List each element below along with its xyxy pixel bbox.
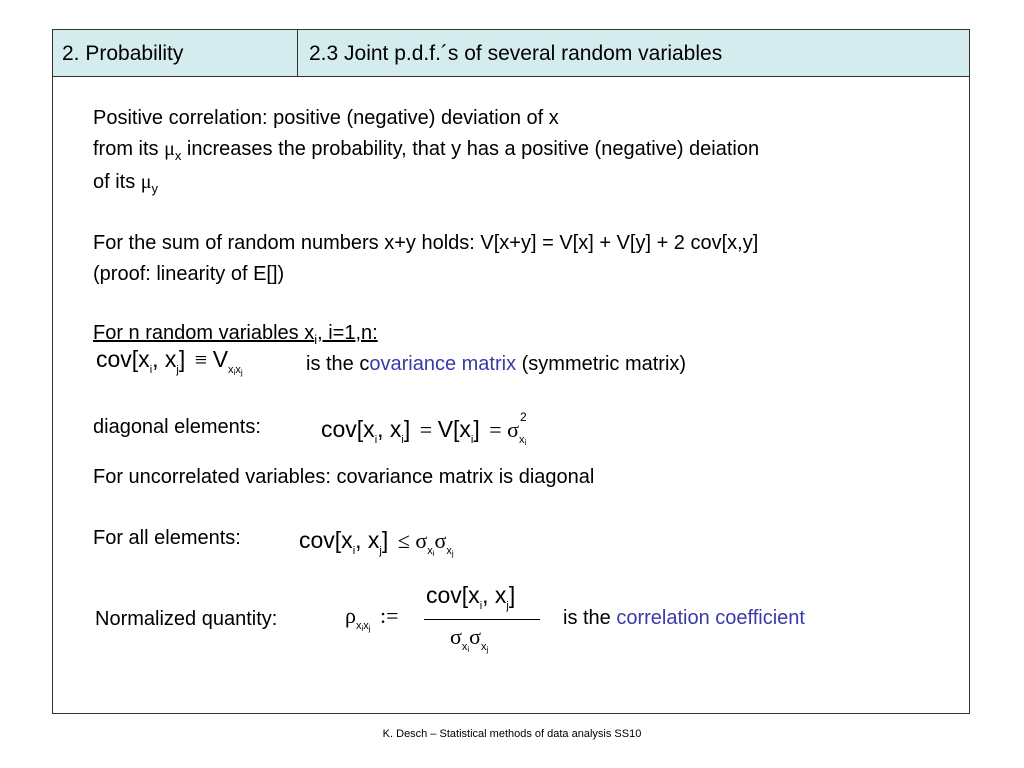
p3-desc-start: is the c [306,353,370,375]
p6-label: For all elements: [93,527,241,549]
slide-footer: K. Desch – Statistical methods of data analysis SS10 [382,728,642,740]
p5-text: For uncorrelated variables: covariance matrix is diagonal [93,466,595,488]
p7-label: Normalized quantity: [95,608,278,630]
p1-line3 [93,170,158,201]
p7-desc-start: is the [563,607,617,629]
p7-description [563,606,805,630]
mu-sub-y: y [151,181,159,196]
p2-line1: For the sum of random numbers x+y holds: V[x+y] = V[x] + V[y] + 2 cov[x,y] [93,232,759,254]
fraction-numerator: $cov[x_i$, $x_j$] [426,582,516,612]
p1-line3-start: of its [93,171,141,193]
mu-symbol-y: μ [140,171,152,193]
bound-formula: $cov[x_i$, $x_j] \le \sigma_{x_i}\sigma_{x_j}$ [299,527,454,558]
mu-symbol: μ [164,138,175,160]
correlation-coefficient-term: correlation coefficient [616,607,805,629]
fraction-bar [424,619,540,620]
p3-desc-end: (symmetric matrix) [516,353,687,375]
p1-line2 [93,137,759,168]
p3-heading-sub: i [314,332,318,347]
p4-label: diagonal elements: [93,416,261,438]
fraction-denominator: $\sigma_{x_i}\sigma_{x_j}$ [450,624,489,654]
covariance-matrix-term: ovariance matrix [369,353,517,375]
p3-heading-text: For n random variables x [93,322,315,344]
p3-description [306,352,686,376]
mu-sub-x: x [174,148,182,163]
diagonal-formula: $cov[x_i$, $x_i] = V[x_i] = \sigma$ 2 $_{x_i}$ [321,410,527,447]
p1-line2-start: from its [93,138,165,160]
p2-line2: (proof: linearity of E[]) [93,263,285,285]
p1-line2-end: increases the probability, that y has a positive (negative) deiation [181,138,760,160]
p1-line1: Positive correlation: positive (negative) deviation of x [93,107,559,129]
header-title: 2.3 Joint p.d.f.´s of several random variables [309,42,723,65]
rho-symbol: $\rho_{x_ix_j}$ := [345,603,399,633]
covariance-matrix-formula: $cov[x_i$, $x_j] \equiv V_{x_ix_j}$ [96,346,243,377]
header-section: 2. Probability [62,42,184,65]
p3-heading-end: , i=1,n: [317,322,378,344]
